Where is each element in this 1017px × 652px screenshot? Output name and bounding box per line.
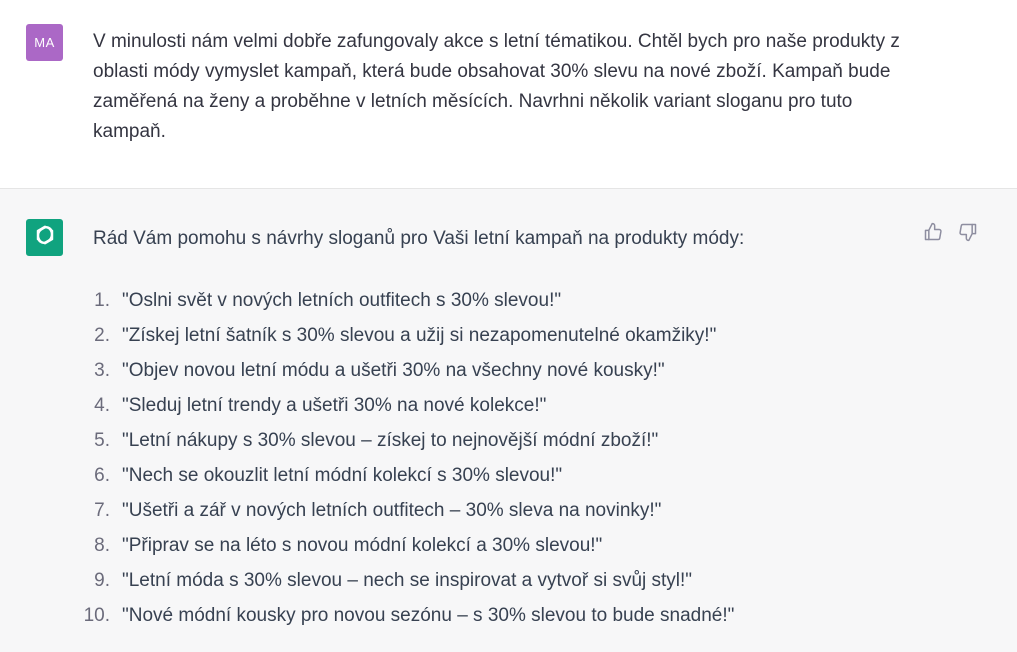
user-message-row (0, 0, 1017, 189)
list-item (80, 528, 734, 563)
list-item-number: 1. (94, 289, 110, 311)
thumbs-down-button[interactable] (957, 223, 979, 245)
list-item-text: "Nech se okouzlit letní módní kolekcí s 30% slevou!" (122, 464, 563, 486)
list-item-number: 6. (94, 464, 110, 486)
list-item-text: "Nové módní kousky pro novou sezónu – s 30% slevou to bude snadné!" (122, 604, 735, 626)
thumbs-down-icon (958, 222, 978, 247)
list-item-number: 7. (94, 499, 110, 521)
list-item-number: 8. (94, 534, 110, 556)
list-item (80, 318, 734, 353)
thumbs-up-button[interactable] (922, 223, 944, 245)
list-item-number: 10. (83, 604, 110, 626)
list-item-text: "Sleduj letní trendy a ušetři 30% na nové kolekce!" (122, 394, 547, 416)
list-item-text: "Letní nákupy s 30% slevou – získej to nejnovější módní zboží!" (122, 429, 659, 451)
list-item-text: "Získej letní šatník s 30% slevou a užij si nezapomenutelné okamžiky!" (122, 324, 717, 346)
list-item (80, 423, 734, 458)
list-item (80, 283, 734, 318)
list-item (80, 563, 734, 598)
list-item-text: "Ušetři a zář v nových letních outfitech – 30% sleva na novinky!" (122, 499, 662, 521)
assistant-message-row (0, 189, 1017, 652)
thumbs-up-icon (923, 222, 943, 247)
assistant-avatar (26, 219, 63, 256)
list-item (80, 388, 734, 423)
slogan-list (80, 283, 734, 633)
user-avatar: MA (26, 24, 63, 61)
list-item-number: 9. (94, 569, 110, 591)
list-item-number: 4. (94, 394, 110, 416)
list-item (80, 458, 734, 493)
list-item (80, 493, 734, 528)
list-item (80, 353, 734, 388)
list-item-text: "Letní móda s 30% slevou – nech se inspirovat a vytvoř si svůj styl!" (122, 569, 693, 591)
assistant-intro-text: Rád Vám pomohu s návrhy sloganů pro Vaši letní kampaň na produkty módy: (93, 228, 745, 249)
list-item-number: 2. (94, 324, 110, 346)
list-item-text: "Připrav se na léto s novou módní kolekcí a 30% slevou!" (122, 534, 603, 556)
list-item (80, 598, 734, 633)
list-item-text: "Objev novou letní módu a ušetři 30% na všechny nové kousky!" (122, 359, 665, 381)
user-message-text: V minulosti nám velmi dobře zafungovaly akce s letní tématikou. Chtěl bych pro naše produkty z oblasti módy vymyslet kampaň, která bude obsahovat 30% slevu na nové zboží. Kampaň bude zaměřená na ženy a proběhne v letních měsících. Navrhni několik variant sloganu pro tuto kampaň. (93, 31, 900, 142)
list-item-number: 3. (94, 359, 110, 381)
openai-logo-icon (32, 222, 58, 253)
list-item-number: 5. (94, 429, 110, 451)
list-item-text: "Oslni svět v nových letních outfitech s 30% slevou!" (122, 289, 562, 311)
